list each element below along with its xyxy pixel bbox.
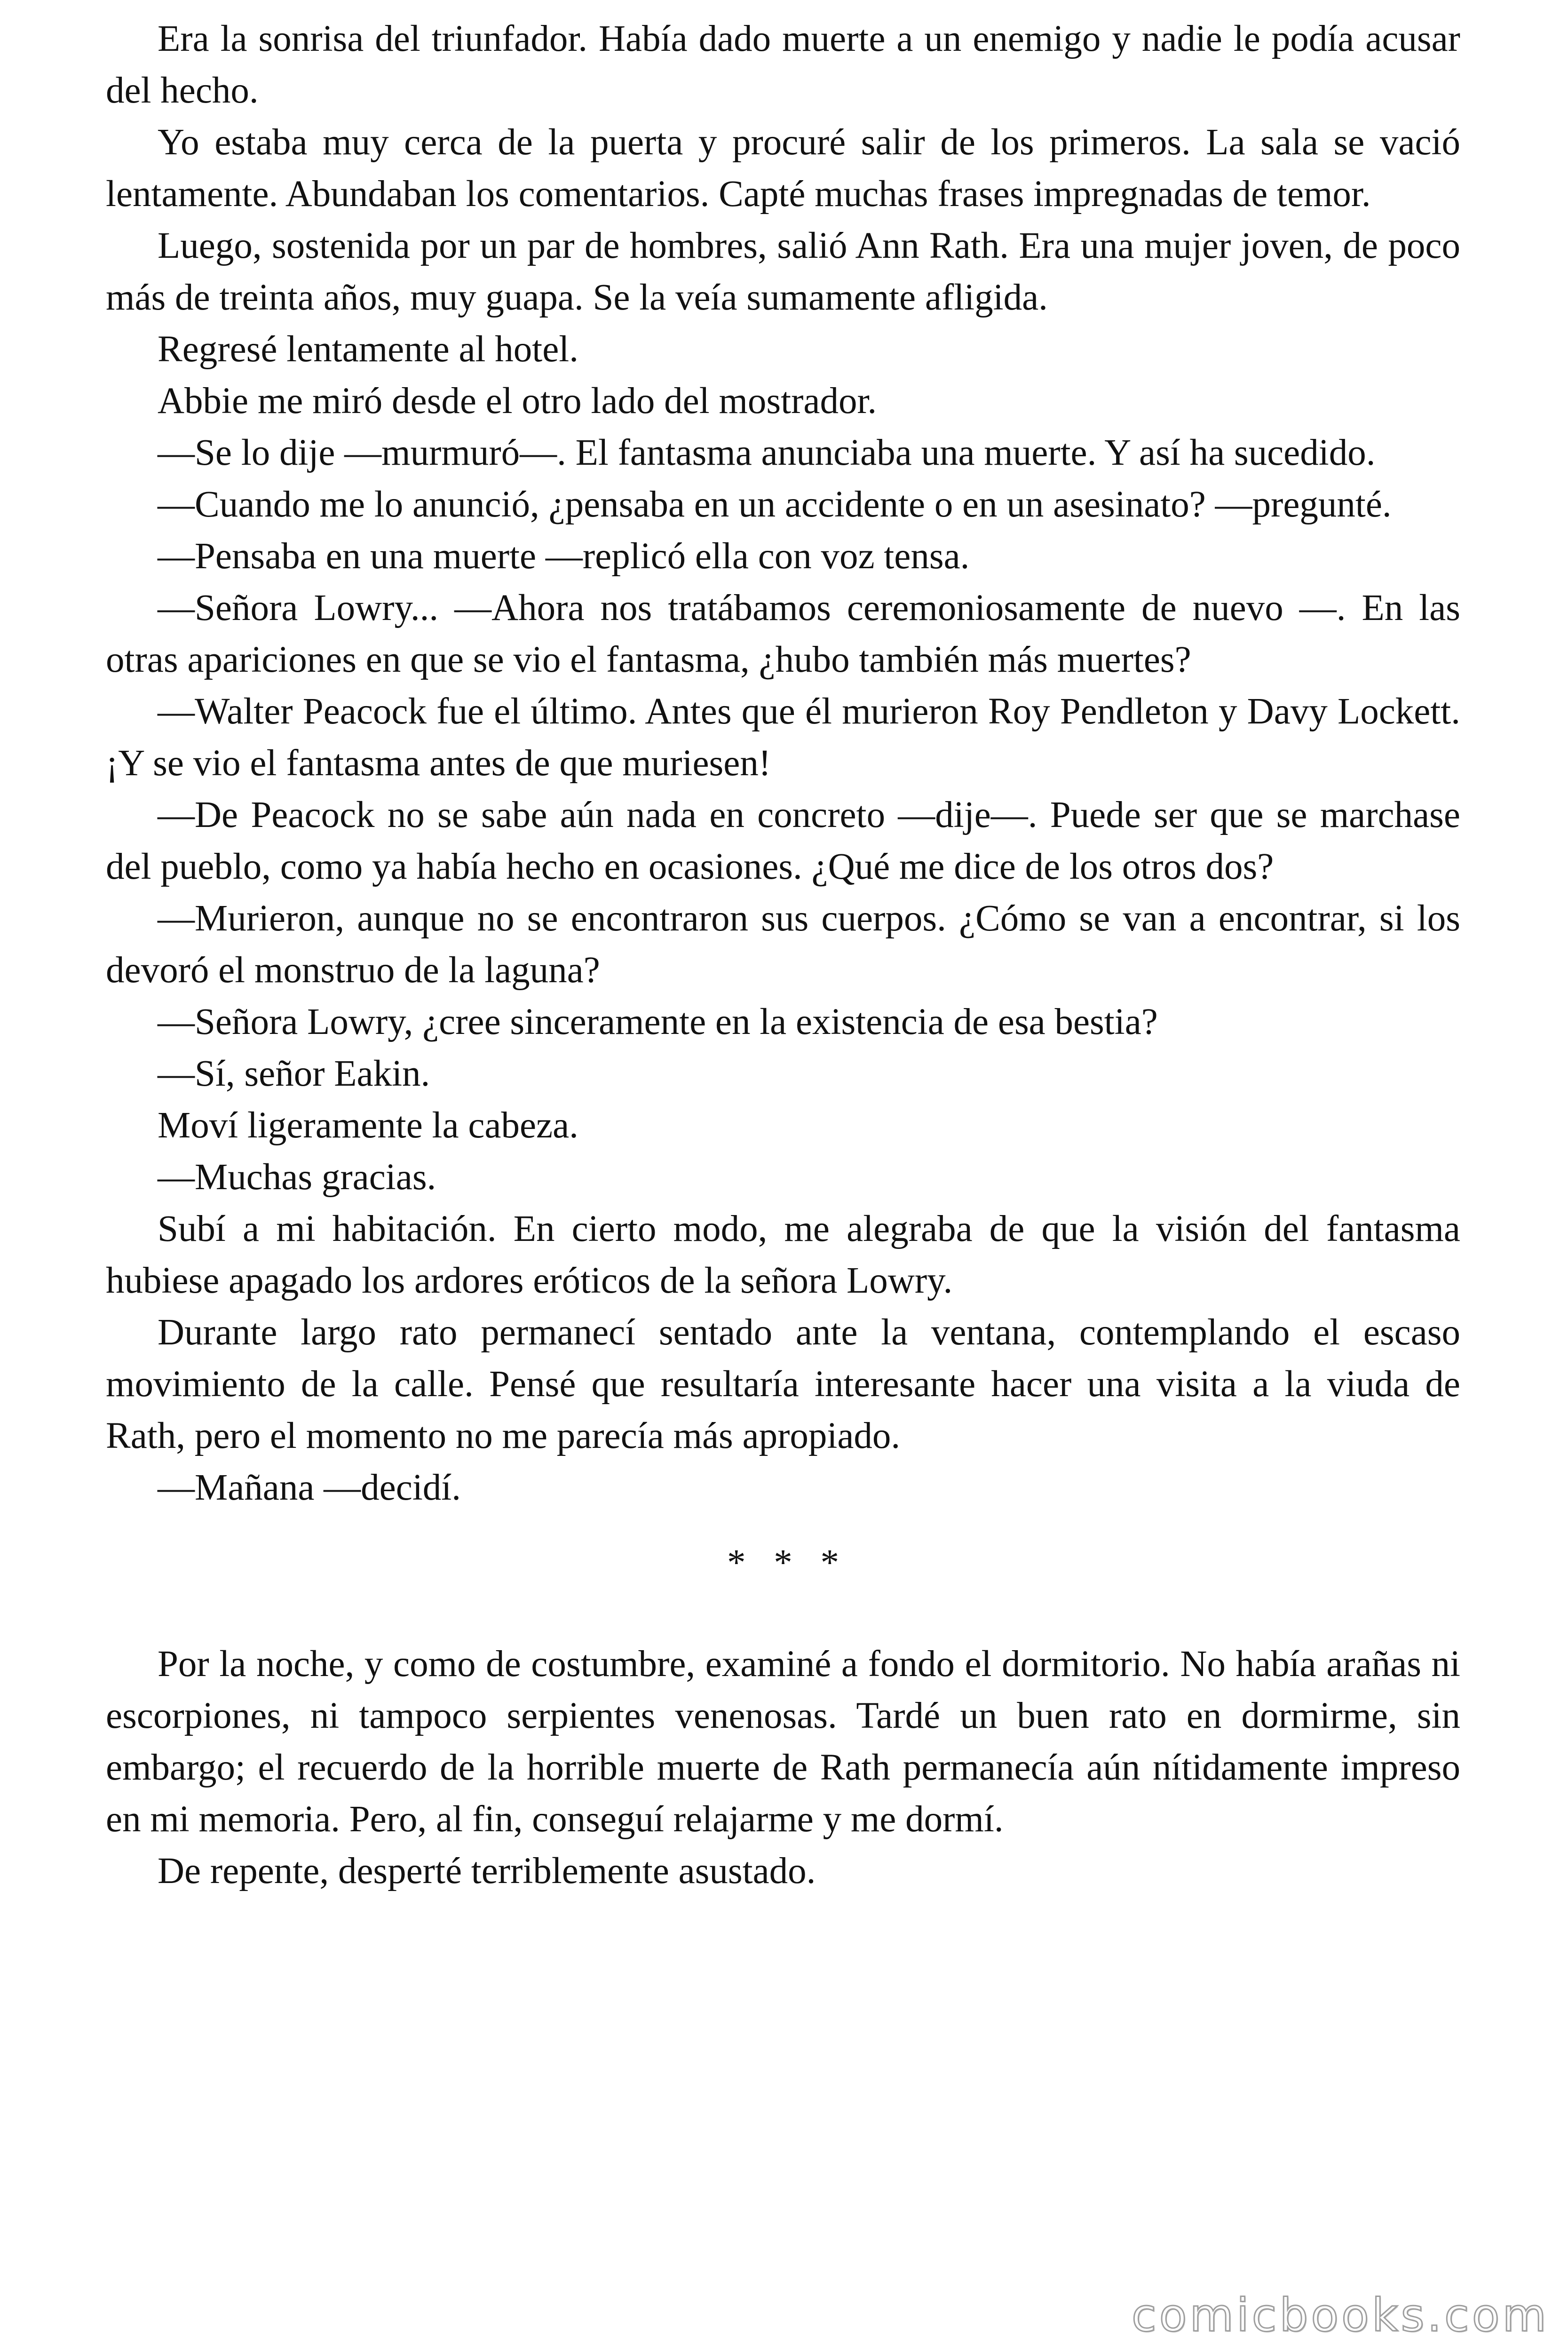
dialogue-paragraph: —Señora Lowry... —Ahora nos tratábamos ceremoniosamente de nuevo —. En las otras apariciones en que se vio el fantasma, ¿hubo también más muertes? — [106, 588, 1460, 680]
body-text — [106, 13, 1460, 1897]
paragraph: Por la noche, y como de costumbre, examiné a fondo el dormitorio. No había arañas ni escorpiones, ni tampoco serpientes venenosas. Tardé un buen rato en dormirme, sin embargo; el recuerdo de la horrible muerte de Rath permanecía aún nítidamente impreso en mi memoria. Pero, al fin, conseguí relajarme y me dormí. — [106, 1644, 1460, 1840]
dialogue-paragraph: —Señora Lowry, ¿cree sinceramente en la existencia de esa bestia? — [158, 1001, 1158, 1042]
watermark: comicbooks.com — [1131, 2289, 1549, 2342]
dialogue-paragraph: —Muchas gracias. — [158, 1157, 436, 1198]
paragraph: Moví ligeramente la cabeza. — [158, 1105, 578, 1146]
paragraph: Durante largo rato permanecí sentado ante la ventana, contemplando el escaso movimiento de la calle. Pensé que resultaría interesante hacer una visita a la viuda de Rath, pero el momento no me parecía más apropiado. — [106, 1312, 1460, 1456]
paragraph: Luego, sostenida por un par de hombres, salió Ann Rath. Era una mujer joven, de poco más de treinta años, muy guapa. Se la veía sumamente afligida. — [106, 225, 1460, 318]
paragraph: Era la sonrisa del triunfador. Había dado muerte a un enemigo y nadie le podía acusar del hecho. — [106, 18, 1460, 111]
dialogue-paragraph: —Murieron, aunque no se encontraron sus cuerpos. ¿Cómo se van a encontrar, si los devoró el monstruo de la laguna? — [106, 898, 1460, 991]
paragraph: Regresé lentamente al hotel. — [158, 329, 578, 370]
dialogue-paragraph: —Sí, señor Eakin. — [158, 1053, 430, 1094]
paragraph: Subí a mi habitación. En cierto modo, me alegraba de que la visión del fantasma hubiese apagado los ardores eróticos de la señora Lowry. — [106, 1208, 1460, 1301]
paragraph: De repente, desperté terriblemente asustado. — [158, 1851, 816, 1891]
section-separator: * * * — [727, 1542, 848, 1583]
dialogue-paragraph: —Cuando me lo anunció, ¿pensaba en un accidente o en un asesinato? —pregunté. — [158, 484, 1392, 525]
dialogue-paragraph: —Walter Peacock fue el último. Antes que él murieron Roy Pendleton y Davy Lockett. ¡Y se vio el fantasma antes de que muriesen! — [106, 691, 1460, 784]
paragraph: Abbie me miró desde el otro lado del mostrador. — [158, 381, 877, 421]
dialogue-paragraph: —Pensaba en una muerte —replicó ella con voz tensa. — [158, 536, 970, 577]
dialogue-paragraph: —De Peacock no se sabe aún nada en concreto —dije—. Puede ser que se marchase del pueblo, como ya había hecho en ocasiones. ¿Qué me dice de los otros dos? — [106, 795, 1460, 887]
paragraph: Yo estaba muy cerca de la puerta y procuré salir de los primeros. La sala se vació lentamente. Abundaban los comentarios. Capté muchas frases impregnadas de temor. — [106, 122, 1460, 215]
dialogue-paragraph: —Mañana —decidí. — [158, 1467, 461, 1508]
dialogue-paragraph: —Se lo dije —murmuró—. El fantasma anunciaba una muerte. Y así ha sucedido. — [158, 432, 1376, 473]
